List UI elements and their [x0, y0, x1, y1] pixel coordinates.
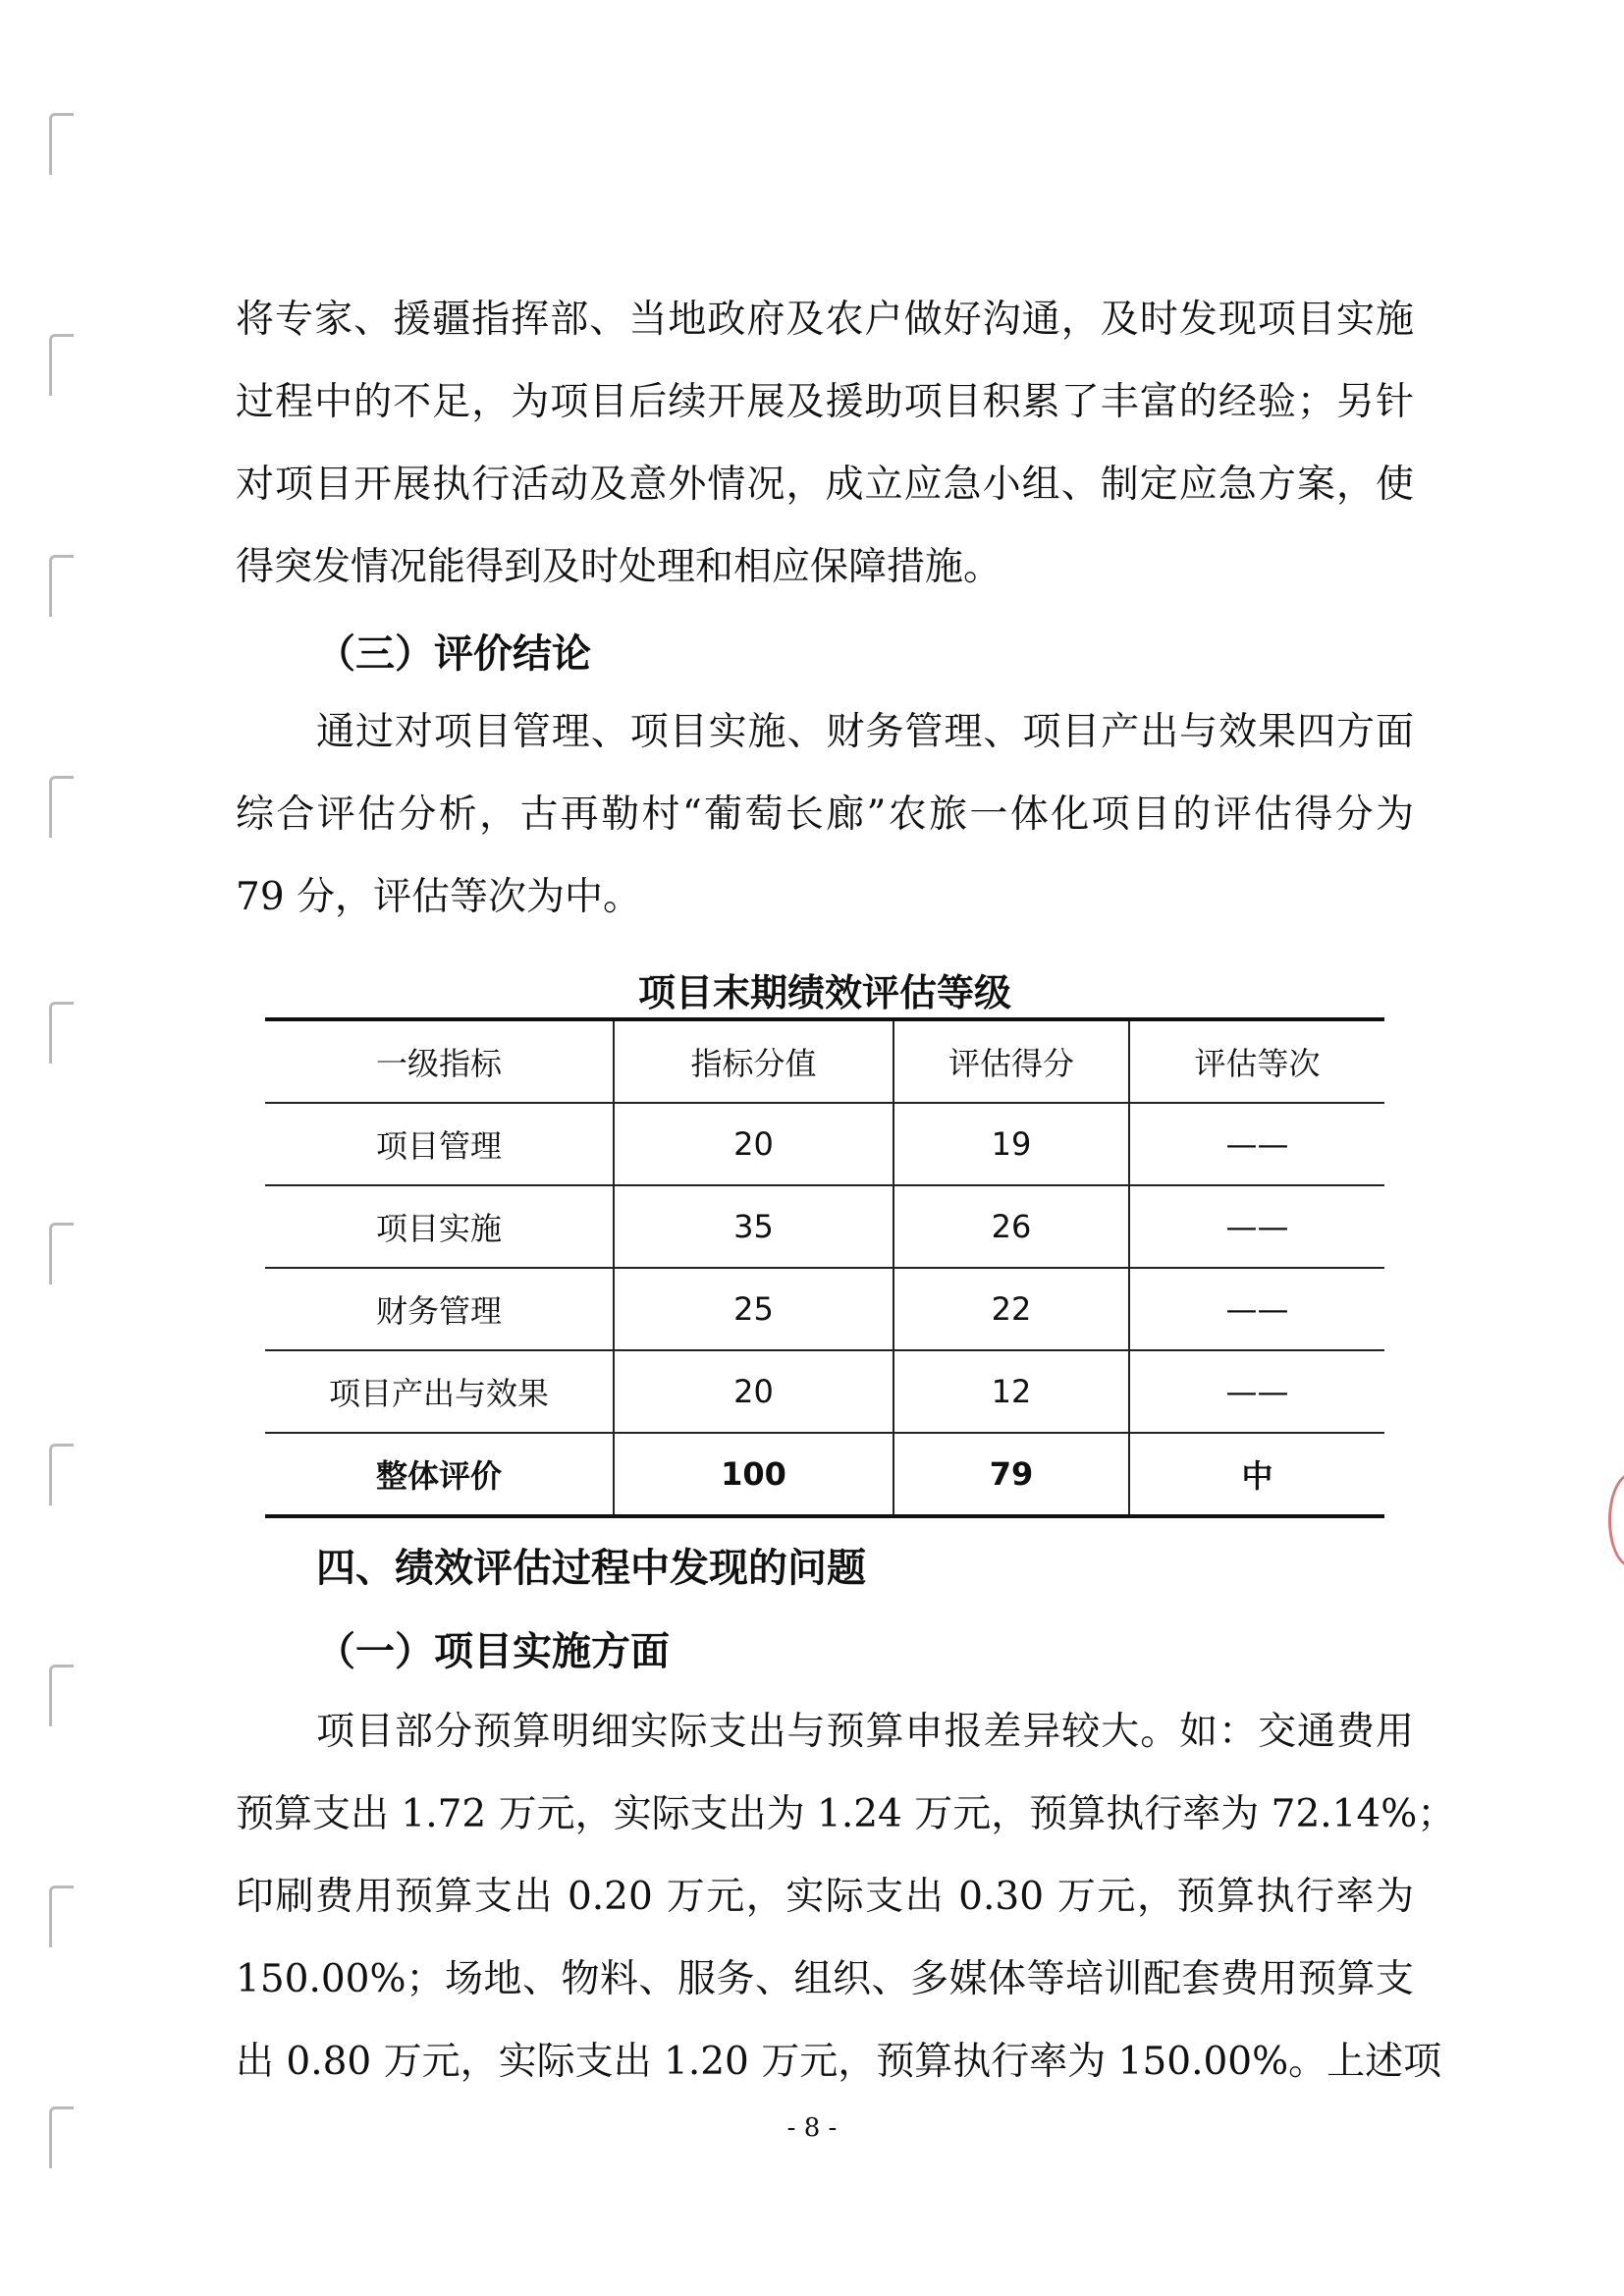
paragraph-line: 过程中的不足，为项目后续开展及援助项目积累了丰富的经验；另针 [236, 380, 1414, 424]
table-title: 项目末期绩效评估等级 [637, 971, 1011, 1014]
paragraph-line: 150.00%；场地、物料、服务、组织、多媒体等培训配套费用预算支 [236, 1957, 1414, 2001]
paragraph-line: 79 分，评估等次为中。 [236, 875, 642, 919]
table-cell: 100 [614, 1433, 893, 1516]
table-cell: 12 [893, 1350, 1129, 1433]
table-cell: —— [1129, 1185, 1384, 1268]
evaluation-grade-table [265, 1017, 1384, 1518]
table-header-row [265, 1019, 1384, 1103]
paragraph-line: 预算支出 1.72 万元，实际支出为 1.24 万元，预算执行率为 72.14%； [236, 1792, 1456, 1836]
table-cell: 25 [614, 1268, 893, 1350]
table-cell: —— [1129, 1350, 1384, 1433]
section-heading-implementation: （一）项目实施方面 [316, 1629, 670, 1674]
binding-mark [49, 334, 74, 396]
table-row [265, 1185, 1384, 1268]
table-header-cell: 评估得分 [893, 1019, 1129, 1103]
table-cell: 整体评价 [265, 1433, 614, 1516]
section-heading-problems: 四、绩效评估过程中发现的问题 [316, 1546, 866, 1591]
table-cell: —— [1129, 1268, 1384, 1350]
table-cell: 79 [893, 1433, 1129, 1516]
table-cell: 中 [1129, 1433, 1384, 1516]
binding-mark [49, 1223, 74, 1285]
binding-mark [49, 776, 74, 838]
section-heading-conclusion: （三）评价结论 [316, 631, 591, 677]
table-header-cell: 评估等次 [1129, 1019, 1384, 1103]
binding-mark [49, 1444, 74, 1505]
table-cell: 项目管理 [265, 1103, 614, 1185]
paragraph-line: 对项目开展执行活动及意外情况，成立应急小组、制定应急方案，使 [236, 463, 1414, 507]
binding-mark [49, 555, 74, 617]
table-header-cell: 一级指标 [265, 1019, 614, 1103]
table-total-row [265, 1433, 1384, 1516]
binding-mark [49, 1665, 74, 1726]
table-cell: 19 [893, 1103, 1129, 1185]
table-cell: 22 [893, 1268, 1129, 1350]
table-cell: 26 [893, 1185, 1129, 1268]
binding-mark [49, 1886, 74, 1947]
table-row [265, 1268, 1384, 1350]
table-cell: —— [1129, 1103, 1384, 1185]
table-cell: 20 [614, 1350, 893, 1433]
paragraph-line: 通过对项目管理、项目实施、财务管理、项目产出与效果四方面 [316, 710, 1414, 754]
table-cell: 财务管理 [265, 1268, 614, 1350]
table-header-cell: 指标分值 [614, 1019, 893, 1103]
table-row [265, 1103, 1384, 1185]
table-cell: 项目实施 [265, 1185, 614, 1268]
table-cell: 项目产出与效果 [265, 1350, 614, 1433]
table-cell: 35 [614, 1185, 893, 1268]
binding-mark [49, 1002, 74, 1064]
page-number: - 8 - [786, 2113, 838, 2143]
binding-mark [49, 113, 74, 175]
paragraph-line: 综合评估分析，古再勒村“葡萄长廊”农旅一体化项目的评估得分为 [236, 793, 1414, 837]
paragraph-line: 将专家、援疆指挥部、当地政府及农户做好沟通，及时发现项目实施 [236, 298, 1414, 342]
paragraph-line: 项目部分预算明细实际支出与预算申报差异较大。如：交通费用 [316, 1710, 1414, 1754]
paragraph-line: 印刷费用预算支出 0.20 万元，实际支出 0.30 万元，预算执行率为 [236, 1875, 1414, 1919]
seal-edge [1608, 1473, 1624, 1567]
paragraph-line: 出 0.80 万元，实际支出 1.20 万元，预算执行率为 150.00%。上述项 [236, 2040, 1442, 2084]
table-cell: 20 [614, 1103, 893, 1185]
table-row [265, 1350, 1384, 1433]
paragraph-line: 得突发情况能得到及时处理和相应保障措施。 [236, 545, 1002, 589]
